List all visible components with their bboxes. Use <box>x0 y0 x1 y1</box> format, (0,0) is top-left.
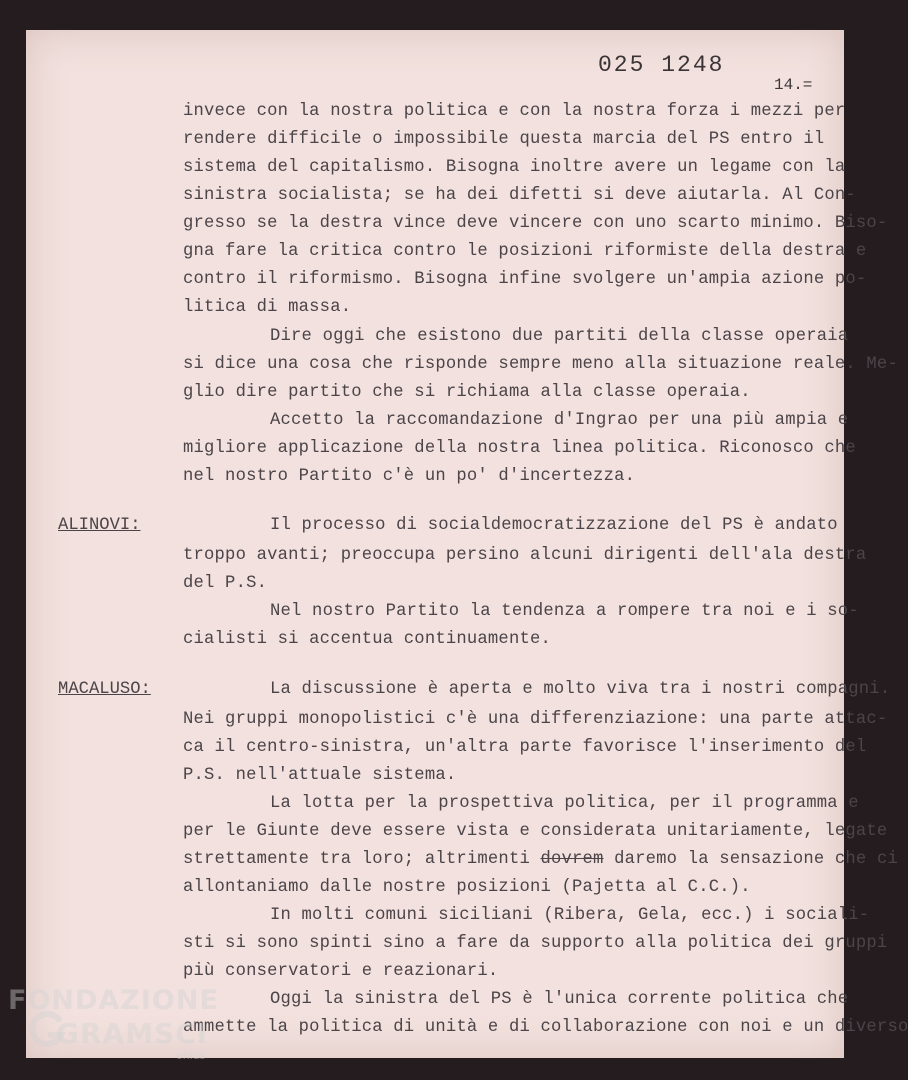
text-line: troppo avanti; preoccupa persino alcuni dirigenti dell'ala destra <box>183 546 867 565</box>
text-line: gna fare la critica contro le posizioni riformiste della destra e <box>183 242 867 261</box>
text-line: sinistra socialista; se ha dei difetti si deve aiutarla. Al Con- <box>183 186 856 205</box>
text-line: La discussione è aperta e molto viva tra i nostri compagni. <box>270 680 891 699</box>
text-line: litica di massa. <box>183 298 352 317</box>
speaker-alinovi: ALINOVI: <box>58 516 141 535</box>
speaker-macaluso: MACALUSO: <box>58 680 151 699</box>
text-line: ca il centro-sinistra, un'altra parte favorisce l'inserimento del <box>183 738 867 757</box>
line-part: strettamente tra loro; altrimenti <box>183 850 530 869</box>
page-number: 14.= <box>774 76 813 94</box>
text-line: Oggi la sinistra del PS è l'unica corrente politica che <box>270 990 849 1009</box>
text-line: contro il riformismo. Bisogna infine svolgere un'ampia azione po- <box>183 270 867 289</box>
line-part: daremo la sensazione che ci <box>614 850 898 869</box>
text-line: Nel nostro Partito la tendenza a rompere tra noi e i so- <box>270 602 859 621</box>
text-line: In molti comuni siciliani (Ribera, Gela, ecc.) i sociali- <box>270 906 870 925</box>
watermark-line1: FONDAZIONE <box>8 985 219 1016</box>
text-line: per le Giunte deve essere vista e considerata unitariamente, legate <box>183 822 888 841</box>
text-line: P.S. nell'attuale sistema. <box>183 766 457 785</box>
text-line: ammette la politica di unità e di collaborazione con noi e un diverso <box>183 1018 908 1037</box>
watermark-line3: onlus <box>176 1049 206 1062</box>
fondazione-gramsci-watermark <box>8 985 238 1075</box>
text-line: migliore applicazione della nostra linea politica. Riconosco che <box>183 439 856 458</box>
struck-word: dovrem <box>540 850 604 869</box>
text-line <box>183 850 898 869</box>
text-line: rendere difficile o impossibile questa marcia del PS entro il <box>183 130 825 149</box>
text-line: glio dire partito che si richiama alla classe operaia. <box>183 383 751 402</box>
text-line: allontaniamo dalle nostre posizioni (Pajetta al C.C.). <box>183 878 751 897</box>
text-line: invece con la nostra politica e con la nostra forza i mezzi per <box>183 102 846 121</box>
archive-number: 025 1248 <box>598 52 725 78</box>
document-page <box>26 30 908 1058</box>
text-line: Il processo di socialdemocratizzazione del PS è andato <box>270 516 838 535</box>
text-line: gresso se la destra vince deve vincere con uno scarto minimo. Biso- <box>183 214 888 233</box>
text-line: nel nostro Partito c'è un po' d'incertezza. <box>183 467 636 486</box>
text-line: si dice una cosa che risponde sempre meno alla situazione reale. Me- <box>183 355 898 374</box>
text-line: cialisti si accentua continuamente. <box>183 630 551 649</box>
text-line: Nei gruppi monopolistici c'è una differenziazione: una parte attac- <box>183 710 888 729</box>
text-line: Dire oggi che esistono due partiti della classe operaia <box>270 327 849 346</box>
text-line: più conservatori e reazionari. <box>183 962 499 981</box>
text-line: Accetto la raccomandazione d'Ingrao per una più ampia e <box>270 411 849 430</box>
text-line: del P.S. <box>183 574 268 593</box>
text-line: La lotta per la prospettiva politica, per il programma e <box>270 794 859 813</box>
text-line: sti si sono spinti sino a fare da supporto alla politica dei gruppi <box>183 934 888 953</box>
text-line: sistema del capitalismo. Bisogna inoltre avere un legame con la <box>183 158 846 177</box>
watermark-line2: GRAMSCI <box>56 1017 209 1050</box>
